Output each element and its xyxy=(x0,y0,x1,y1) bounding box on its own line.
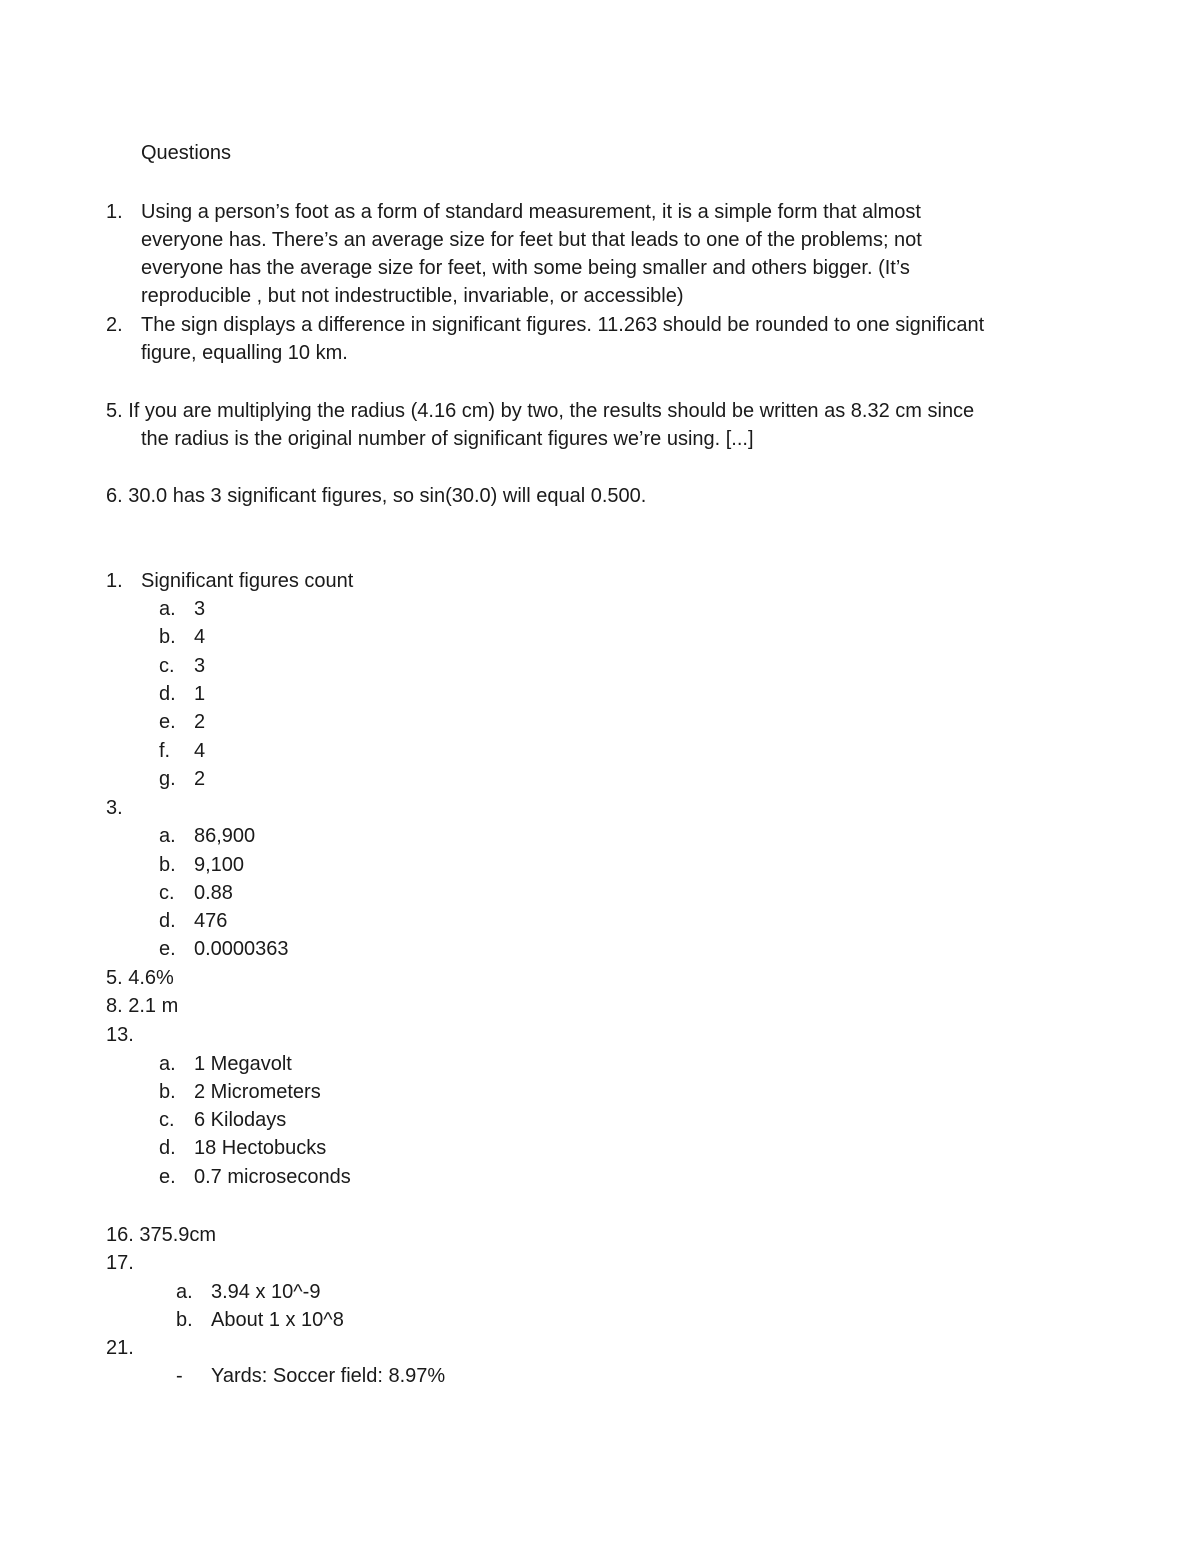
answer-value: 18 Hectobucks xyxy=(194,1137,327,1159)
answer-value: 1 xyxy=(194,683,206,705)
list-marker: 13. xyxy=(106,1024,134,1046)
list-marker: 2. xyxy=(106,314,123,336)
problem-16: 16. 375.9cm xyxy=(106,1224,217,1246)
question-2-line-1: The sign displays a difference in significant figures. 11.263 should be rounded to one significant xyxy=(141,314,985,336)
sub-letter: d. xyxy=(159,683,176,705)
sub-letter: b. xyxy=(176,1309,193,1331)
answer-value: 9,100 xyxy=(194,854,245,876)
sub-letter: a. xyxy=(159,598,176,620)
question-5-line-2: the radius is the original number of significant figures we’re using. [...] xyxy=(141,428,754,450)
problem-8: 8. 2.1 m xyxy=(106,995,179,1017)
answer-value: Yards: Soccer field: 8.97% xyxy=(211,1365,446,1387)
sub-letter: b. xyxy=(159,854,176,876)
answer-value: 4 xyxy=(194,740,206,762)
question-1-line-1: Using a person’s foot as a form of standard measurement, it is a simple form that almost xyxy=(141,201,921,223)
sub-letter: b. xyxy=(159,1081,176,1103)
answer-value: 3 xyxy=(194,655,206,677)
sub-letter: d. xyxy=(159,910,176,932)
sub-letter: a. xyxy=(176,1281,193,1303)
answer-value: 0.0000363 xyxy=(194,938,289,960)
answer-value: 0.7 microseconds xyxy=(194,1166,351,1188)
problem-1-title: Significant figures count xyxy=(141,570,354,592)
list-marker: 17. xyxy=(106,1252,134,1274)
sub-letter: c. xyxy=(159,1109,175,1131)
list-marker: 21. xyxy=(106,1337,134,1359)
sub-letter: e. xyxy=(159,938,176,960)
question-2-line-2: figure, equalling 10 km. xyxy=(141,342,348,364)
list-marker: 3. xyxy=(106,797,123,819)
answer-value: 0.88 xyxy=(194,882,233,904)
answer-value: 2 Micrometers xyxy=(194,1081,321,1103)
answer-value: 3.94 x 10^-9 xyxy=(211,1281,321,1303)
question-6: 6. 30.0 has 3 significant figures, so sin(30.0) will equal 0.500. xyxy=(106,485,647,507)
answer-value: 3 xyxy=(194,598,206,620)
question-1-line-3: everyone has the average size for feet, with some being smaller and others bigger. (It’s xyxy=(141,257,910,279)
question-1-line-2: everyone has. There’s an average size for feet but that leads to one of the problems; not xyxy=(141,229,922,251)
list-marker: 1. xyxy=(106,570,123,592)
sub-letter: e. xyxy=(159,1166,176,1188)
sub-letter: b. xyxy=(159,626,176,648)
question-1-line-4: reproducible , but not indestructible, invariable, or accessible) xyxy=(141,285,684,307)
sub-letter: a. xyxy=(159,1053,176,1075)
sub-letter: g. xyxy=(159,768,176,790)
sub-letter: c. xyxy=(159,882,175,904)
sub-letter: c. xyxy=(159,655,175,677)
question-5-line-1: 5. If you are multiplying the radius (4.16 cm) by two, the results should be written as 8.32 cm since xyxy=(106,400,975,422)
sub-letter: e. xyxy=(159,711,176,733)
answer-value: 2 xyxy=(194,711,206,733)
page-heading: Questions xyxy=(141,142,232,164)
answer-value: 86,900 xyxy=(194,825,256,847)
answer-value: 2 xyxy=(194,768,206,790)
sub-letter: a. xyxy=(159,825,176,847)
answer-value: 4 xyxy=(194,626,206,648)
answer-value: 1 Megavolt xyxy=(194,1053,292,1075)
answer-value: About 1 x 10^8 xyxy=(211,1309,344,1331)
sub-letter: d. xyxy=(159,1137,176,1159)
bullet-dash: - xyxy=(176,1365,183,1387)
list-marker: 1. xyxy=(106,201,123,223)
answer-value: 476 xyxy=(194,910,228,932)
problem-5: 5. 4.6% xyxy=(106,967,174,989)
sub-letter: f. xyxy=(159,740,171,762)
answer-value: 6 Kilodays xyxy=(194,1109,287,1131)
